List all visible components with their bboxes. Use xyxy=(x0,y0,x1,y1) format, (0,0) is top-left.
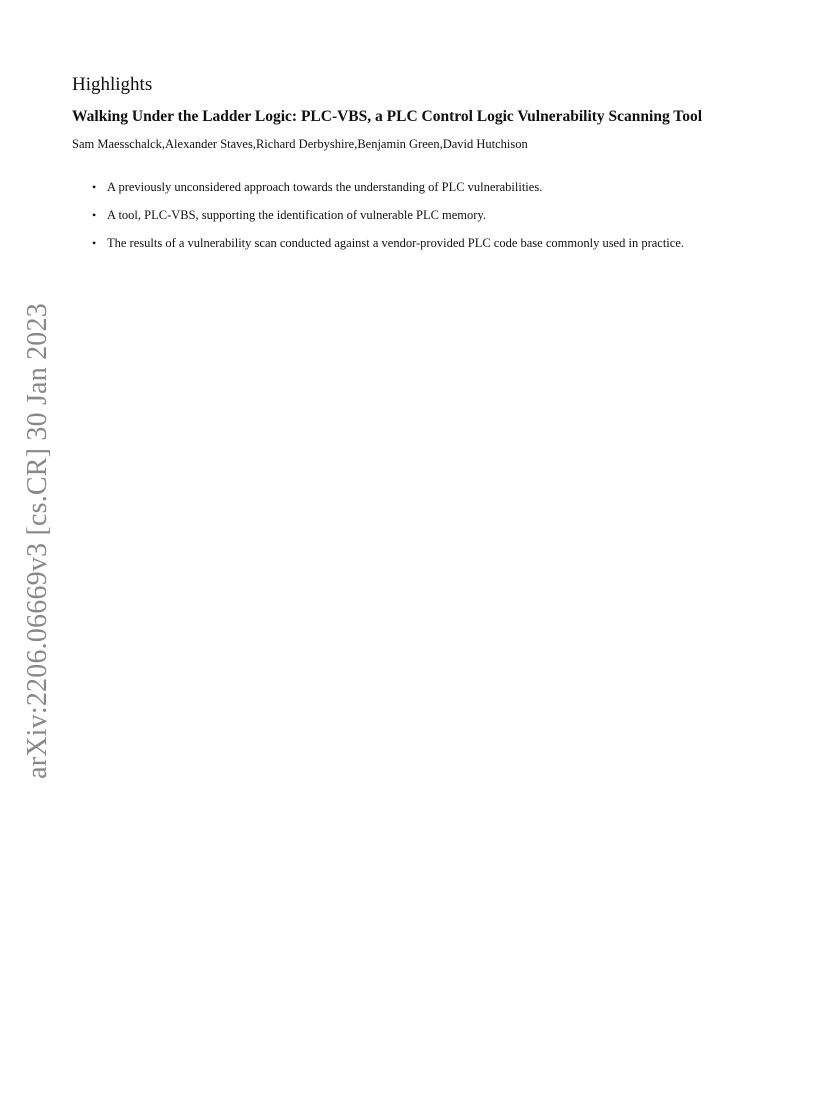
highlight-item xyxy=(92,207,684,223)
author-list: Sam Maesschalck,Alexander Staves,Richard Derbyshire,Benjamin Green,David Hutchison xyxy=(72,137,528,151)
highlight-item xyxy=(92,235,684,251)
highlight-text: The results of a vulnerability scan conducted against a vendor-provided PLC code base commonly used in practice. xyxy=(107,236,685,250)
bullet-icon: • xyxy=(92,208,97,222)
bullet-icon: • xyxy=(92,180,97,194)
arxiv-identifier-stamp: arXiv:2206.06669v3 [cs.CR] 30 Jan 2023 xyxy=(22,303,53,779)
section-heading: Highlights xyxy=(72,74,153,95)
highlight-text: A tool, PLC-VBS, supporting the identification of vulnerable PLC memory. xyxy=(107,208,487,222)
highlights-list xyxy=(92,179,684,263)
paper-title: Walking Under the Ladder Logic: PLC-VBS, a PLC Control Logic Vulnerability Scanning Tool xyxy=(72,108,703,125)
highlight-item xyxy=(92,179,684,195)
highlight-text: A previously unconsidered approach towards the understanding of PLC vulnerabilities. xyxy=(107,180,543,194)
bullet-icon: • xyxy=(92,236,97,250)
